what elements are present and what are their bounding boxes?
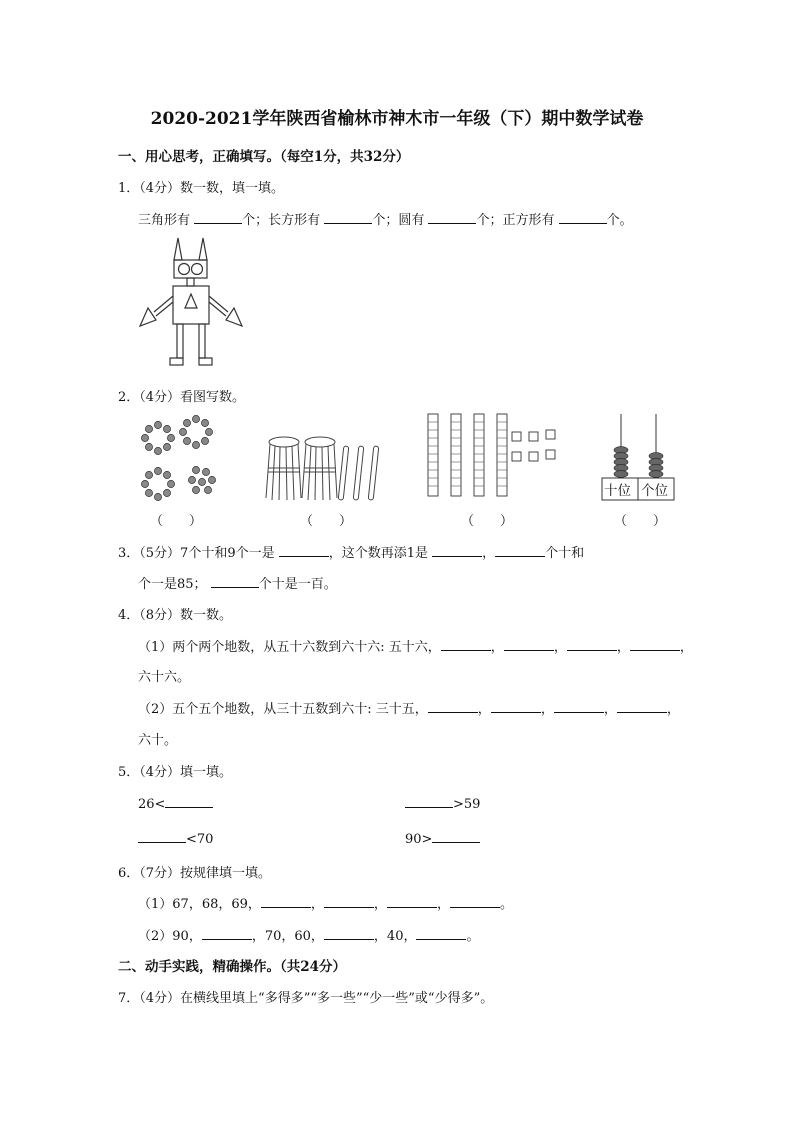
q4-comma: ， [553, 640, 567, 655]
section-2-heading: 二、动手实践，精确操作。（共24分） [118, 959, 347, 975]
q3-text-c: ， [482, 546, 496, 561]
q3-line-2 [138, 573, 337, 592]
q6-p1-blank-4[interactable] [450, 893, 500, 908]
q4-part-2-end: 六十。 [138, 733, 178, 748]
q5-blank-b[interactable] [405, 793, 453, 808]
q1-circle-label: 个；圆有 [372, 213, 425, 228]
q6-period: 。 [466, 929, 480, 944]
q4-heading: 4．（8分）数一数。 [118, 608, 233, 623]
q4-comma: ， [477, 702, 491, 717]
q1-end-label: 个。 [606, 213, 633, 228]
q6-part-2-text: （2）90， [138, 929, 202, 944]
q6-part-1-text: （1）67，68，69， [138, 897, 261, 912]
q1-blank-triangle[interactable] [194, 209, 242, 224]
q6-part-2-text-c: ，40， [373, 929, 417, 944]
q3-blank-3[interactable] [495, 542, 545, 557]
q6-heading: 6．（7分）按规律填一填。 [118, 866, 272, 881]
q3-blank-2[interactable] [432, 542, 482, 557]
q3-line-1 [118, 542, 584, 561]
q2-heading: 2．（4分）看图写数。 [118, 390, 246, 405]
q4-p1-blank-4[interactable] [630, 636, 680, 651]
q5-heading: 5．（4分）填一填。 [118, 765, 233, 780]
q4-part-1-end: 六十六。 [138, 670, 191, 685]
robot-figure [136, 236, 248, 371]
q4-p2-blank-4[interactable] [617, 698, 667, 713]
q6-p2-blank-2[interactable] [324, 925, 374, 940]
q2-bead-groups [141, 415, 215, 500]
q3-text-a: 3．（5分）7个十和9个一是 [118, 546, 275, 561]
q4-p1-blank-3[interactable] [567, 636, 617, 651]
q5-text-c: <70 [186, 832, 214, 847]
q6-part-1 [138, 893, 513, 912]
q5-item-b [405, 793, 480, 812]
q4-p2-blank-1[interactable] [428, 698, 478, 713]
q1-square-label: 个；正方形有 [476, 213, 555, 228]
q6-comma: ， [436, 897, 450, 912]
q3-blank-4[interactable] [211, 573, 259, 588]
page-title: 2020-2021学年陕西省榆林市神木市一年级（下）期中数学试卷 [150, 109, 644, 129]
q7-heading: 7．（4分）在横线里填上“多得多”“多一些”“少一些”或“少得多”。 [118, 991, 494, 1006]
q1-blank-rect[interactable] [324, 209, 372, 224]
q3-text-f: 个十是一百。 [258, 577, 337, 592]
abacus-tens-label: 十位 [604, 483, 631, 499]
q5-blank-c[interactable] [138, 828, 186, 843]
q4-part-2 [138, 698, 680, 717]
q1-blank-circle[interactable] [428, 209, 476, 224]
q5-text-a: 26< [138, 797, 166, 812]
q3-text-b: ，这个数再添1是 [328, 546, 429, 561]
q3-text-e: 个一是85； [138, 577, 207, 592]
q4-comma: ， [490, 640, 504, 655]
q4-comma: ， [679, 640, 693, 655]
q6-p2-blank-1[interactable] [202, 925, 252, 940]
q4-part-1-text: （1）两个两个地数，从五十六数到六十六: 五十六， [138, 640, 441, 655]
q4-comma: ， [540, 702, 554, 717]
q5-text-b: >59 [453, 797, 481, 812]
q6-comma: ， [373, 897, 387, 912]
q4-p1-blank-2[interactable] [504, 636, 554, 651]
q6-p1-blank-3[interactable] [387, 893, 437, 908]
q2-answer-4[interactable]: （ ） [614, 514, 667, 529]
q3-blank-1[interactable] [279, 542, 329, 557]
q2-answer-1[interactable]: （ ） [150, 514, 203, 529]
section-1-heading: 一、用心思考，正确填写。（每空1分，共32分） [118, 149, 410, 165]
q1-triangle-label: 三角形有 [138, 213, 191, 228]
q6-part-2-text-b: ，70，60， [251, 929, 324, 944]
q5-item-c [138, 828, 213, 847]
q4-part-2-text: （2）五个五个地数，从三十五数到六十: 三十五， [138, 702, 428, 717]
q6-comma: ， [310, 897, 324, 912]
q4-p2-blank-2[interactable] [491, 698, 541, 713]
q6-part-2 [138, 925, 479, 944]
q5-item-a [138, 793, 213, 812]
q5-blank-a[interactable] [165, 793, 213, 808]
q2-base-ten-blocks [428, 414, 555, 496]
q5-item-d [405, 828, 480, 847]
q5-text-d: 90> [405, 832, 433, 847]
q4-comma: ， [666, 702, 680, 717]
q1-prompt [138, 209, 633, 228]
q2-answer-3[interactable]: （ ） [461, 514, 514, 529]
q4-p2-blank-3[interactable] [554, 698, 604, 713]
q5-blank-d[interactable] [432, 828, 480, 843]
q4-part-1 [138, 636, 693, 655]
abacus-ones-label: 个位 [641, 483, 668, 499]
q4-comma: ， [603, 702, 617, 717]
q4-p1-blank-1[interactable] [441, 636, 491, 651]
q6-p2-blank-3[interactable] [416, 925, 466, 940]
q6-period: 。 [499, 897, 513, 912]
q1-rect-label: 个；长方形有 [242, 213, 321, 228]
q6-p1-blank-2[interactable] [324, 893, 374, 908]
q2-stick-bundles [266, 437, 379, 500]
q2-figures [138, 408, 683, 530]
q1-blank-square[interactable] [559, 209, 607, 224]
q6-p1-blank-1[interactable] [261, 893, 311, 908]
q2-answer-2[interactable]: （ ） [300, 514, 353, 529]
q3-text-d: 个十和 [545, 546, 585, 561]
q4-comma: ， [616, 640, 630, 655]
q1-heading: 1．（4分）数一数，填一填。 [118, 181, 285, 196]
